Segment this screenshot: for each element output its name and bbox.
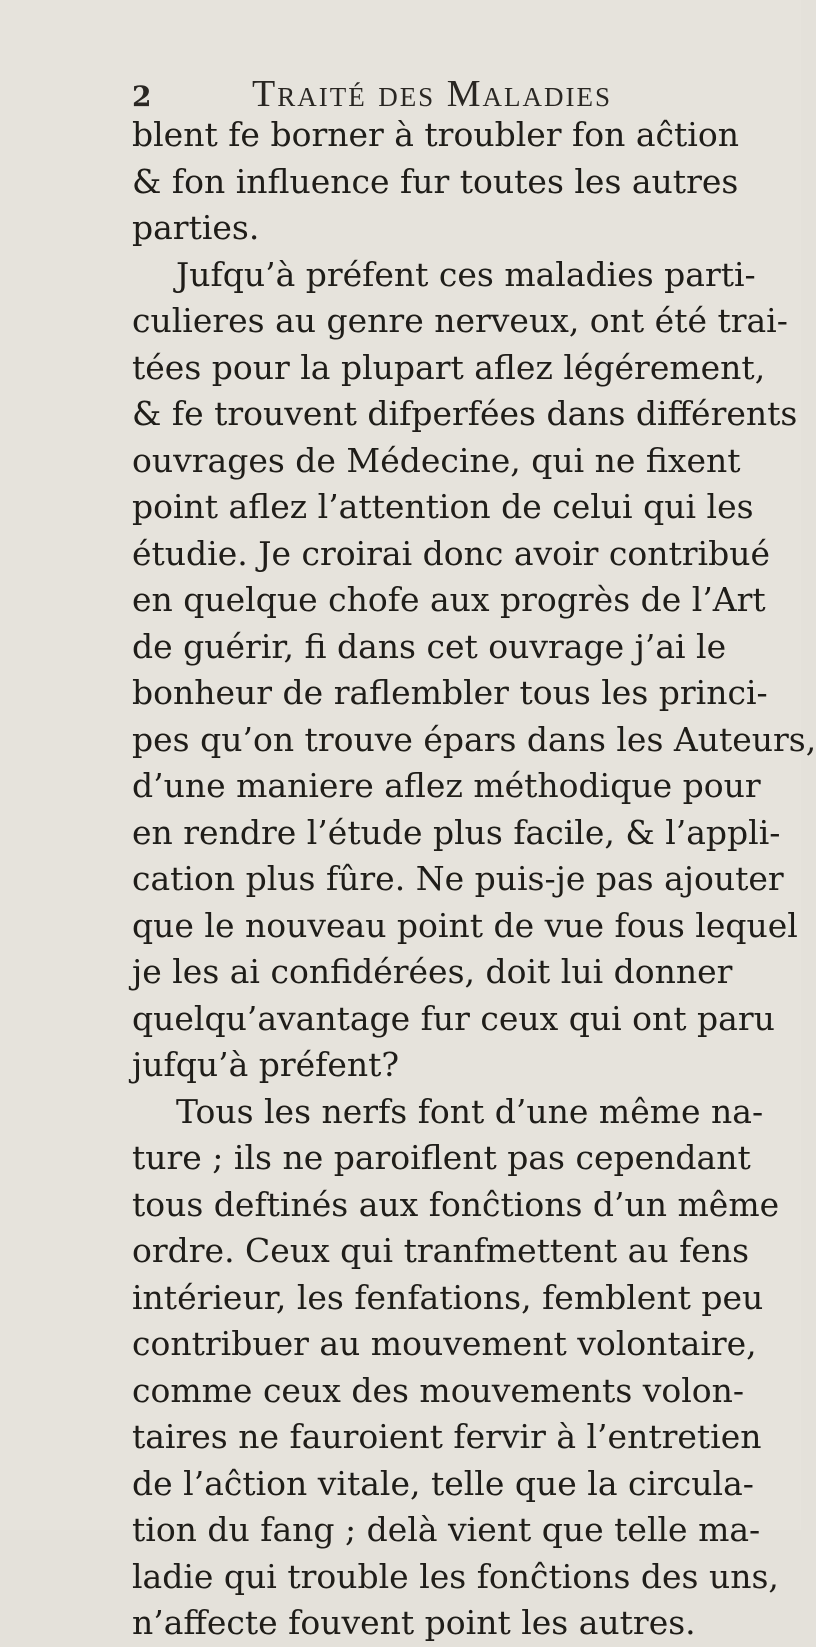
text-line: & fon influence fur toutes les autres [132, 161, 739, 201]
text-line: quelqu’avantage fur ceux qui ont paru [132, 998, 775, 1038]
text-line: n’affecte fouvent point les autres. [132, 1603, 696, 1642]
text-line: tion du fang ; delà vient que telle ma- [132, 1510, 761, 1549]
text-line: ladie qui trouble les fonĉtions des uns, [132, 1556, 779, 1596]
text-line: bonheur de raflembler tous les princi- [132, 673, 768, 712]
text-line: blent fe borner à troubler fon aĉtion [132, 115, 739, 154]
text-line: comme ceux des mouvements volon- [132, 1370, 745, 1410]
text-line: culieres au genre nerveux, ont été trai- [132, 301, 788, 340]
body-text [132, 112, 816, 1647]
text-line: Tous les nerfs font d’une même na- [176, 1091, 764, 1131]
text-line: je les ai confidérées, doit lui donner [132, 952, 733, 991]
text-line: ture ; ils ne paroiflent pas cependant [132, 1138, 751, 1177]
text-line: en quelque chofe aux progrès de l’Art [132, 580, 766, 619]
text-line: ouvrages de Médecine, qui ne fixent [132, 440, 741, 480]
text-line: de guérir, fi dans cet ouvrage j’ai le [132, 626, 727, 666]
text-line: point aflez l’attention de celui qui les [132, 487, 754, 526]
page-number: 2 [132, 80, 152, 113]
text-line: pes qu’on trouve épars dans les Auteurs, [132, 719, 816, 759]
text-line: que le nouveau point de vue fous lequel [132, 905, 798, 945]
text-line: de l’aĉtion vitale, telle que la circula- [132, 1463, 754, 1503]
text-line: contribuer au mouvement volontaire, [132, 1324, 757, 1363]
text-line: taires ne fauroient fervir à l’entretien [132, 1417, 762, 1456]
running-title: Traité des Maladies [252, 73, 612, 115]
text-line: tous deftinés aux fonĉtions d’un même [132, 1184, 780, 1224]
text-line: étudie. Je croirai donc avoir contribué [132, 533, 770, 573]
text-line: tées pour la plupart aflez légérement, [132, 347, 766, 387]
text-line: d’une maniere aflez méthodique pour [132, 766, 761, 805]
text-line: parties. [132, 208, 260, 247]
text-line: ordre. Ceux qui tranfmettent au fens [132, 1231, 750, 1270]
text-line: Jufqu’à préfent ces maladies parti- [176, 254, 756, 294]
text-line: en rendre l’étude plus facile, & l’appli- [132, 812, 781, 852]
text-line: jufqu’à préfent? [132, 1045, 400, 1084]
text-line: intérieur, les fenfations, femblent peu [132, 1277, 764, 1317]
text-line: cation plus fûre. Ne puis-je pas ajouter [132, 859, 784, 898]
text-line: & fe trouvent difperfées dans différents [132, 394, 798, 433]
